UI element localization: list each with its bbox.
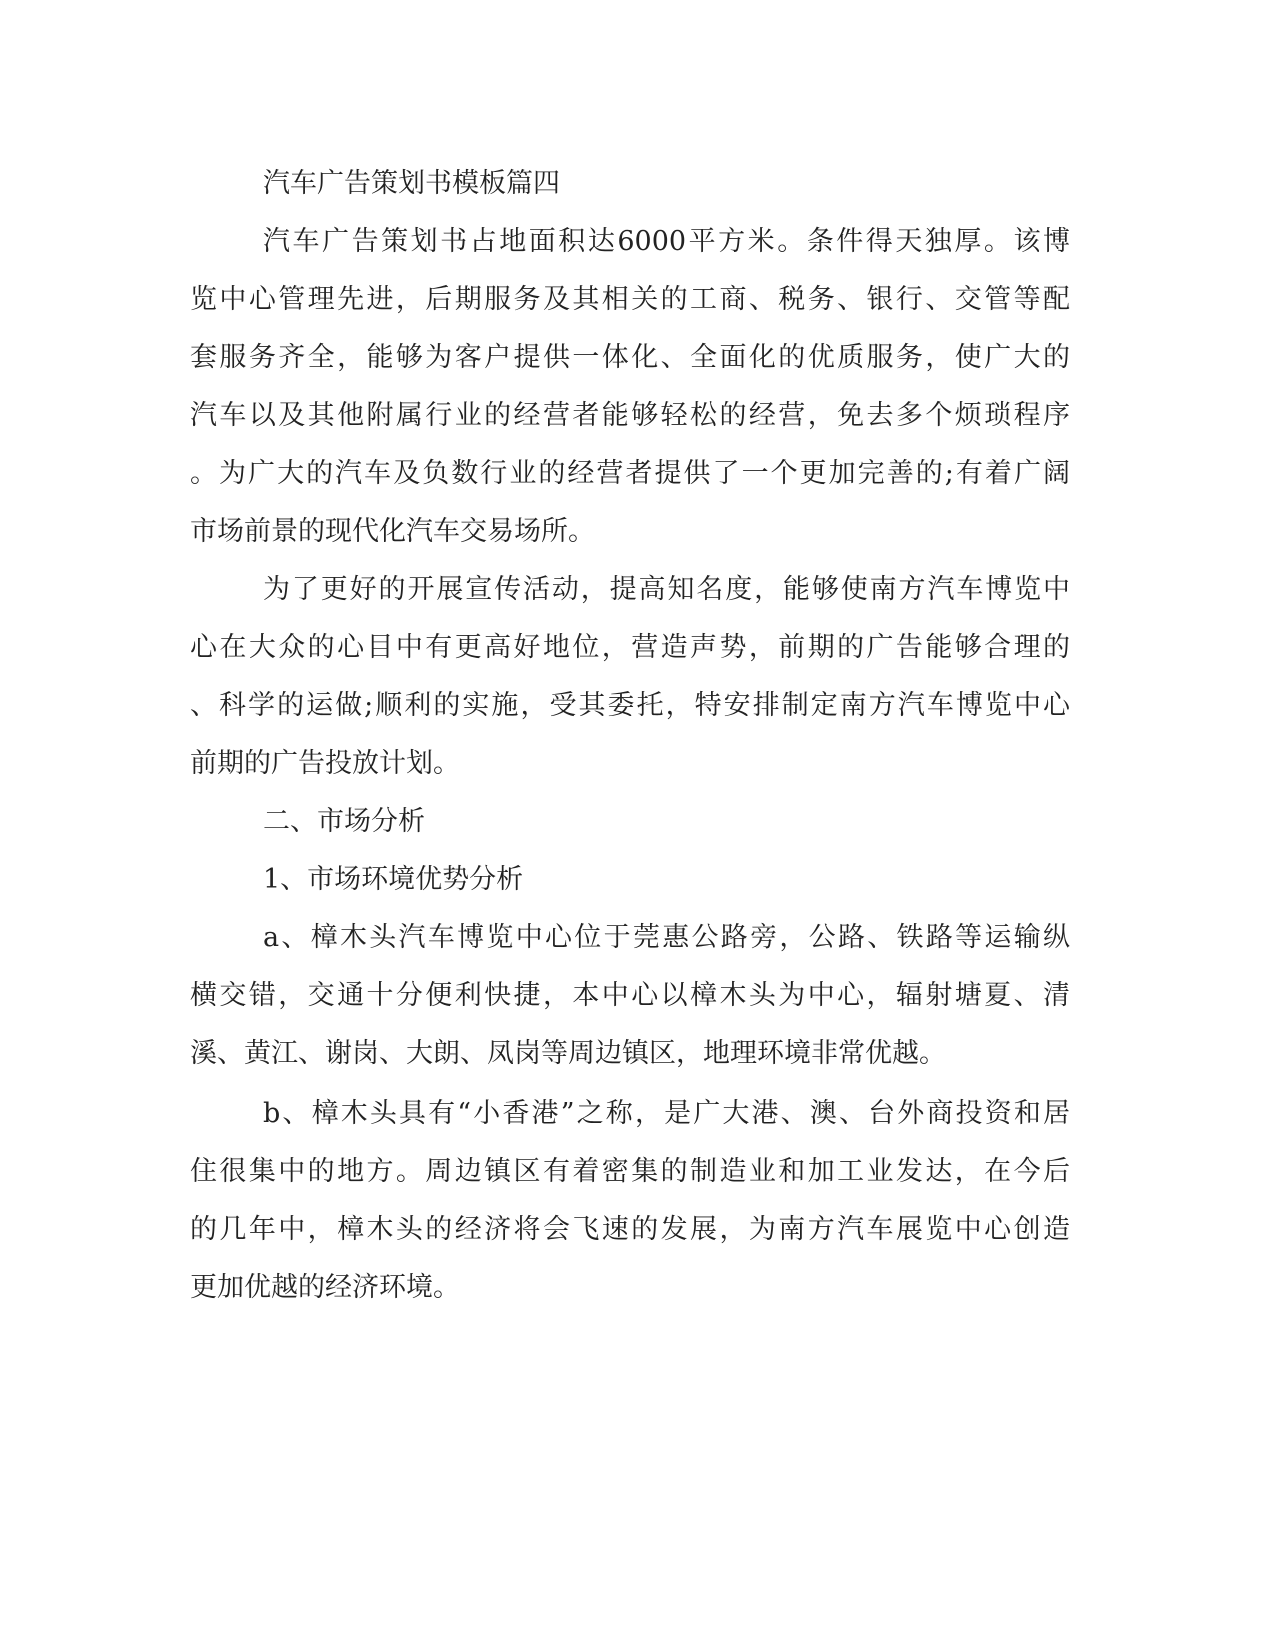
paragraph-line: 的几年中，樟木头的经济将会飞速的发展，为南方汽车展览中心创造 [190,1214,1070,1245]
paragraph-line: 溪、黄江、谢岗、大朗、凤岗等周边镇区，地理环境非常优越。 [190,1038,946,1069]
paragraph-line: a、樟木头汽车博览中心位于莞惠公路旁，公路、铁路等运输纵 [263,922,1070,953]
section-heading: 二、市场分析 [263,806,425,837]
subsection-heading: 1、市场环境优势分析 [263,864,524,895]
paragraph-line: 览中心管理先进，后期服务及其相关的工商、税务、银行、交管等配 [190,284,1070,315]
paragraph-line: 、科学的运做;顺利的实施，受其委托，特安排制定南方汽车博览中心 [190,690,1070,721]
paragraph-line: 前期的广告投放计划。 [190,748,460,779]
paragraph-line: 套服务齐全，能够为客户提供一体化、全面化的优质服务，使广大的 [190,342,1070,373]
paragraph-line: 汽车广告策划书占地面积达6000平方米。条件得天独厚。该博 [263,226,1070,257]
paragraph-line: 住很集中的地方。周边镇区有着密集的制造业和加工业发达，在今后 [190,1156,1070,1187]
paragraph-line: 横交错，交通十分便利快捷，本中心以樟木头为中心，辐射塘夏、清 [190,980,1070,1011]
paragraph-line: 心在大众的心目中有更高好地位，营造声势，前期的广告能够合理的 [190,632,1070,663]
paragraph-line: 为了更好的开展宣传活动，提高知名度，能够使南方汽车博览中 [263,574,1070,605]
paragraph-line: 汽车以及其他附属行业的经营者能够轻松的经营，免去多个烦琐程序 [190,400,1070,431]
paragraph-line: 市场前景的现代化汽车交易场所。 [190,516,595,547]
paragraph-line: b、樟木头具有“小香港”之称，是广大港、澳、台外商投资和居 [263,1098,1070,1129]
paragraph-line: 更加优越的经济环境。 [190,1272,460,1303]
paragraph-line: 。为广大的汽车及负数行业的经营者提供了一个更加完善的;有着广阔 [190,458,1070,489]
document-title: 汽车广告策划书模板篇四 [263,168,560,199]
